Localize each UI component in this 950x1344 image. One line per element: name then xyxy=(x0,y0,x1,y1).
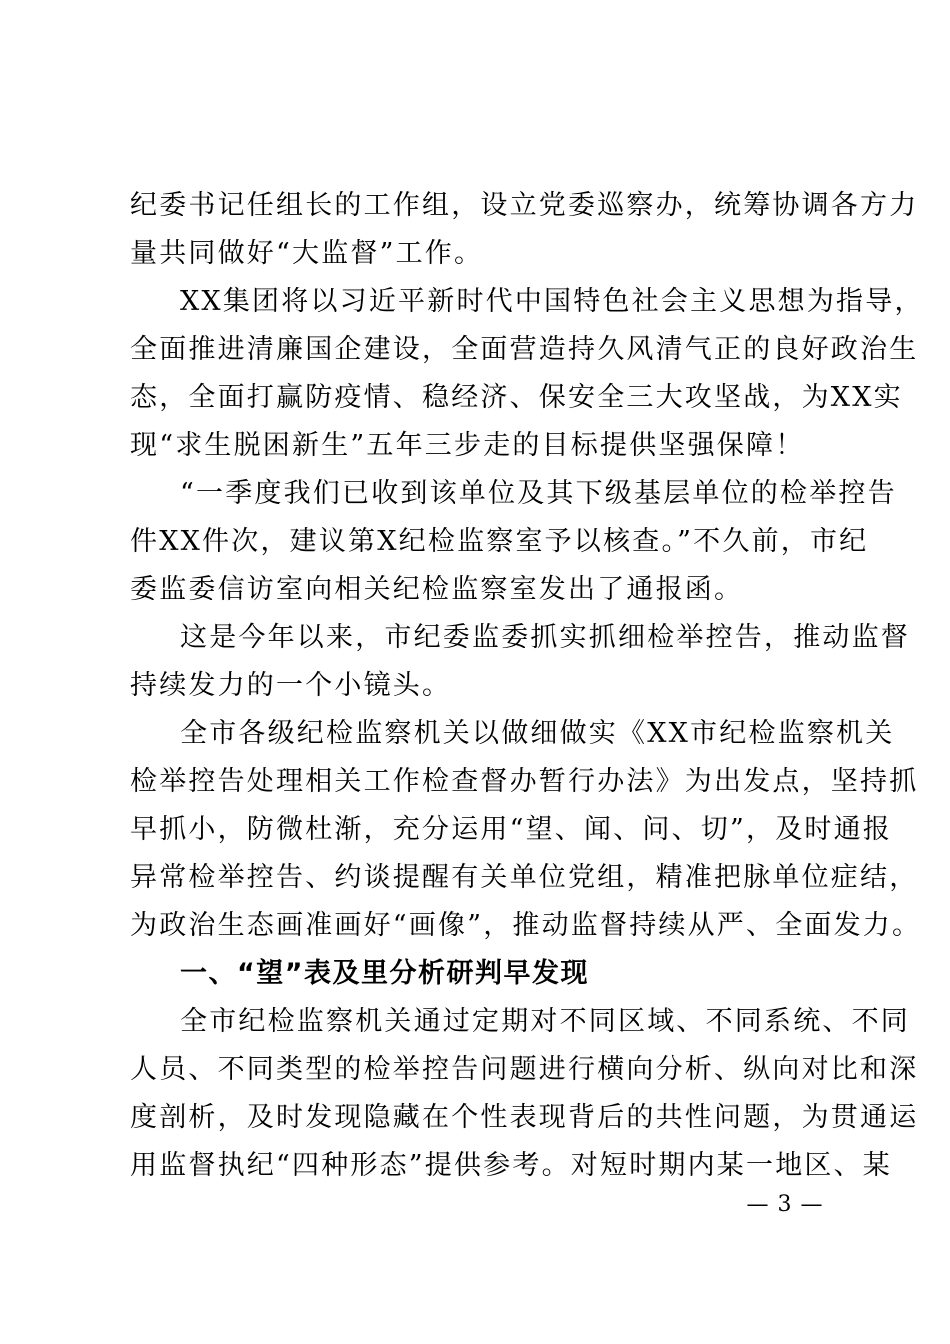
body-text-line: 全市各级纪检监察机关以做细做实《XX市纪检监察机关 xyxy=(180,718,895,749)
body-text-line: 件XX件次，建议第X纪检监察室予以核查。”不久前，市纪 xyxy=(130,526,869,557)
body-text-line: 态，全面打赢防疫情、稳经济、保安全三大攻坚战，为XX实 xyxy=(130,382,903,413)
body-text-line: 检举控告处理相关工作检查督办暂行办法》为出发点，坚持抓 xyxy=(130,766,919,797)
body-text-line: 异常检举控告、约谈提醒有关单位党组，精准把脉单位症结， xyxy=(130,862,919,893)
body-text-line: 全面推进清廉国企建设，全面营造持久风清气正的良好政治生 xyxy=(130,334,919,365)
page-number: — 3 — xyxy=(746,1192,824,1217)
body-text-line: 为政治生态画准画好“画像”，推动监督持续从严、全面发力。 xyxy=(130,910,922,941)
section-heading: 一、“望”表及里分析研判早发现 xyxy=(180,958,589,989)
body-text-line: 现“求生脱困新生”五年三步走的目标提供坚强保障！ xyxy=(130,430,805,461)
body-text-line: XX集团将以习近平新时代中国特色社会主义思想为指导， xyxy=(180,286,924,317)
body-text-line: 度剖析，及时发现隐藏在个性表现背后的共性问题，为贯通运 xyxy=(130,1102,919,1133)
body-text-line: 人员、不同类型的检举控告问题进行横向分析、纵向对比和深 xyxy=(130,1054,919,1085)
body-text-line: 全市纪检监察机关通过定期对不同区域、不同系统、不同 xyxy=(180,1006,910,1037)
body-text-line: 持续发力的一个小镜头。 xyxy=(130,670,452,701)
body-text-line: 这是今年以来，市纪委监委抓实抓细检举控告，推动监督 xyxy=(180,622,910,653)
body-text-line: 用监督执纪“四种形态”提供参考。对短时期内某一地区、某 xyxy=(130,1150,893,1181)
body-text-line: “一季度我们已收到该单位及其下级基层单位的检举控告 xyxy=(180,478,897,509)
body-text-line: 纪委书记任组长的工作组，设立党委巡察办，统筹协调各方力 xyxy=(130,190,919,221)
body-text-line: 委监委信访室向相关纪检监察室发出了通报函。 xyxy=(130,574,744,605)
body-text-line: 早抓小，防微杜渐，充分运用“望、闻、问、切”，及时通报 xyxy=(130,814,893,845)
body-text-line: 量共同做好“大监督”工作。 xyxy=(130,238,484,269)
